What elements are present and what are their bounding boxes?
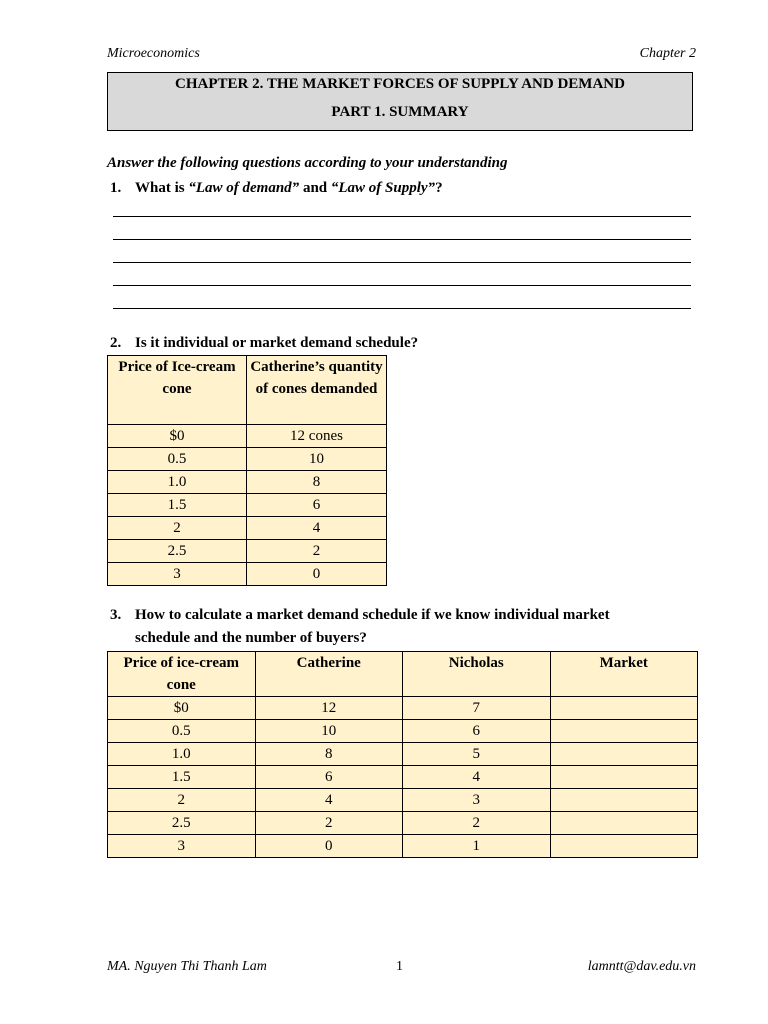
table-row	[108, 743, 698, 766]
table-cell-nicholas: 3	[403, 789, 551, 812]
question-1-text: What is “Law of demand” and “Law of Supply”?	[135, 180, 443, 196]
table-cell-quantity: 10	[247, 448, 387, 471]
table-cell-nicholas: 7	[403, 697, 551, 720]
table-header-nicholas: Nicholas	[403, 652, 551, 697]
footer-email: lamntt@dav.edu.vn	[587, 959, 696, 974]
table-row	[108, 448, 387, 471]
table-row	[108, 835, 698, 858]
table-row	[108, 697, 698, 720]
table-header-price: Price of Ice-cream cone	[108, 356, 247, 425]
table-cell-market	[550, 743, 698, 766]
table-row	[108, 789, 698, 812]
table-cell-market	[550, 789, 698, 812]
question-3-line-2: schedule and the number of buyers?	[135, 630, 367, 646]
question-2-number: 2.	[110, 335, 122, 351]
page-number: 1	[396, 959, 403, 974]
table-cell-catherine: 12	[255, 697, 403, 720]
table-cell-catherine: 2	[255, 812, 403, 835]
table-header-market: Market	[550, 652, 698, 697]
table-header-row	[108, 356, 387, 425]
table-cell-quantity: 12 cones	[247, 425, 387, 448]
table-row	[108, 540, 387, 563]
header-chapter: Chapter 2	[639, 46, 696, 61]
table-row	[108, 720, 698, 743]
answer-line	[113, 285, 691, 286]
question-3-number: 3.	[110, 607, 122, 623]
table-header-quantity: Catherine’s quantity of cones demanded	[247, 356, 387, 425]
table-cell-price: 1.5	[108, 766, 256, 789]
table-row	[108, 425, 387, 448]
table-cell-quantity: 8	[247, 471, 387, 494]
table-row	[108, 517, 387, 540]
question-1-number: 1.	[110, 180, 122, 196]
answer-line	[113, 308, 691, 309]
table-cell-price: $0	[108, 425, 247, 448]
table-cell-market	[550, 766, 698, 789]
question-2-text: Is it individual or market demand schedule?	[135, 335, 419, 351]
instruction-text: Answer the following questions according to your understanding	[107, 155, 508, 171]
individual-demand-table	[107, 355, 387, 586]
chapter-title: CHAPTER 2. THE MARKET FORCES OF SUPPLY AND DEMAND	[175, 76, 625, 92]
table-cell-market	[550, 812, 698, 835]
table-cell-nicholas: 1	[403, 835, 551, 858]
part-title: PART 1. SUMMARY	[331, 104, 469, 120]
table-cell-catherine: 0	[255, 835, 403, 858]
table-cell-price: 2.5	[108, 540, 247, 563]
question-3-line-1: How to calculate a market demand schedule if we know individual market	[135, 607, 610, 623]
table-cell-price: 3	[108, 563, 247, 586]
table-cell-nicholas: 4	[403, 766, 551, 789]
table-cell-nicholas: 2	[403, 812, 551, 835]
table-row	[108, 812, 698, 835]
table-cell-price: $0	[108, 697, 256, 720]
table-cell-market	[550, 720, 698, 743]
answer-line	[113, 216, 691, 217]
table-cell-catherine: 10	[255, 720, 403, 743]
header-subject: Microeconomics	[107, 46, 200, 61]
table-cell-price: 1.5	[108, 494, 247, 517]
table-cell-catherine: 8	[255, 743, 403, 766]
table-cell-quantity: 0	[247, 563, 387, 586]
answer-line	[113, 262, 691, 263]
table-cell-price: 1.0	[108, 471, 247, 494]
table-cell-quantity: 2	[247, 540, 387, 563]
table-cell-catherine: 6	[255, 766, 403, 789]
table-cell-market	[550, 835, 698, 858]
table-row	[108, 563, 387, 586]
table-cell-price: 2.5	[108, 812, 256, 835]
table-row	[108, 766, 698, 789]
market-demand-table	[107, 651, 698, 858]
table-cell-catherine: 4	[255, 789, 403, 812]
table-cell-price: 2	[108, 517, 247, 540]
table-header-row	[108, 652, 698, 697]
table-cell-price: 0.5	[108, 448, 247, 471]
title-box	[107, 72, 693, 131]
answer-line	[113, 239, 691, 240]
footer-author: MA. Nguyen Thi Thanh Lam	[107, 959, 267, 974]
table-cell-price: 2	[108, 789, 256, 812]
table-header-catherine: Catherine	[255, 652, 403, 697]
table-cell-price: 0.5	[108, 720, 256, 743]
table-cell-price: 3	[108, 835, 256, 858]
table-header-price: Price of ice-cream cone	[108, 652, 256, 697]
table-cell-price: 1.0	[108, 743, 256, 766]
table-row	[108, 471, 387, 494]
table-cell-quantity: 4	[247, 517, 387, 540]
table-cell-nicholas: 6	[403, 720, 551, 743]
table-row	[108, 494, 387, 517]
table-cell-market	[550, 697, 698, 720]
table-cell-nicholas: 5	[403, 743, 551, 766]
table-cell-quantity: 6	[247, 494, 387, 517]
